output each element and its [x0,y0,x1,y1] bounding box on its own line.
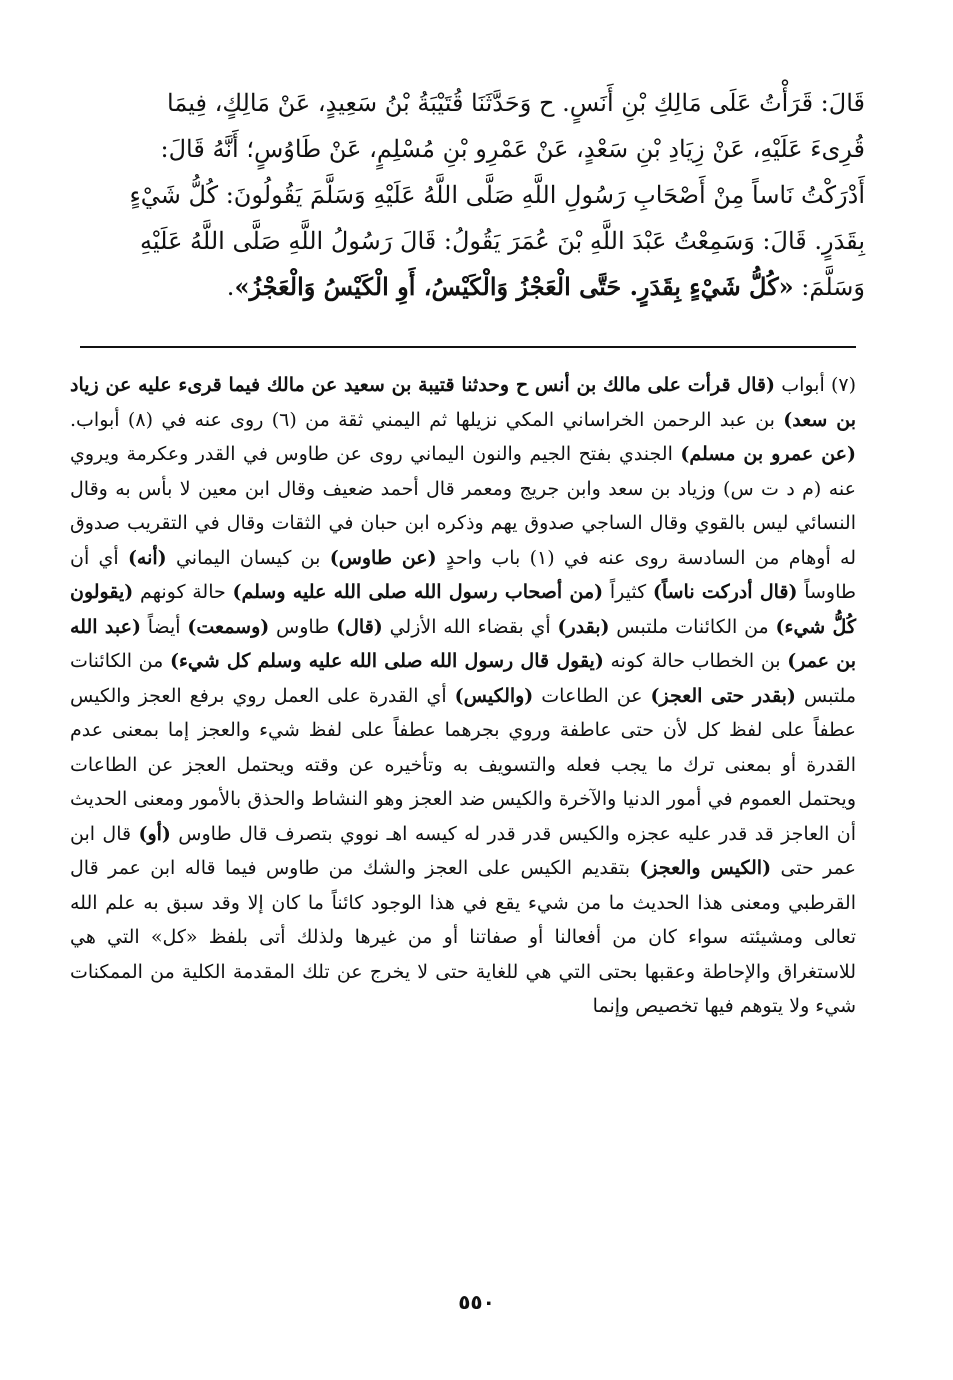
commentary-text: بن كيسان اليماني [166,546,330,569]
commentary-text: حالة كونهم [133,581,233,603]
commentary-quote: (يقولون كُلُّ شيء) [70,581,856,638]
footnote-divider [80,346,856,348]
hadith-line [70,264,865,310]
commentary-text: الجندي بفتح الجيم والنون اليماني روى عن طاوس في القدر وعكرمة ويروي عنه (م د ت س) وزياد بن سعد وابن جريج ومعمر قال أحمد ضعيف وقال ابن معين لا بأس به وقال النسائي ليس بالقوي وقال الساجي صدوق يهم وذكره ابن حبان في الثقات وقال في التقريب صدوق له أوهام من السادسة روى عنه في (١) باب واحدٍ [70,443,856,569]
commentary-quote: (عن طاوس) [329,546,437,569]
hadith-line: قُرِىءَ عَلَيْهِ، عَنْ زِيَادِ بْنِ سَعْدٍ، عَنْ عَمْرِو بْنِ مُسْلِمٍ، عَنْ طَاوُسٍ؛ أَنَّهُ قَالَ: [160,135,865,163]
commentary-quote: (وسمعت) [187,615,270,638]
commentary-quote: (بقدر) [557,615,610,638]
commentary-text: أي أن طاوساً [70,546,857,603]
commentary-quote: (أنه) [127,546,167,569]
page-number: ٥٥٠ [458,1290,495,1314]
commentary-quote: (قال) [336,615,383,638]
commentary-text: أي القدرة على العمل روي برفع العجز والكيس عطفاً على لفظ كل لأن حتى عاطفة وروي بجرهما عطفاً على لفظ شيء والعجز إما بمعنى عدم القدرة أو بمعنى ترك ما يجب فعله والتسويف به وتأخيره عن وقته ويحتمل العجز عن الطاعات ويحتمل العموم في أمور الدنيا والآخرة والكيس ضد العجز وهو النشاط والحذق بالأمور ومعنى الحديث أن العاجز قد قدر عليه عجزه والكيس قدر قدر له كيسه اهـ نووي بتصرف قال طاوس [70,684,857,845]
hadith-body [70,80,865,310]
commentary-quote: (عبد الله بن عمر) [70,615,856,672]
commentary-text: من الكائنات ملتبس [70,650,857,707]
commentary-text: عن الطاعات [533,684,651,707]
commentary-text: (٧) أبواب [774,374,856,396]
commentary-quote: (أو) [138,822,171,845]
commentary-text: كثيراً [603,581,653,603]
commentary-quote: (يقول قال رسول الله صلى الله عليه وسلم كل شيء) [169,650,604,672]
hadith-line: أَدْرَكْتُ نَاساً مِنْ أَصْحَابِ رَسُولِ اللَّهِ صَلَّى اللَّهُ عَلَيْهِ وَسَلَّمَ يَقُولُونَ: كُلُّ شَيْءٍ [129,181,865,209]
commentary-text: من الكائنات ملتبس [609,615,776,638]
commentary-block [70,368,856,1024]
commentary-text: أي بقضاء الله الأزلي [382,615,558,638]
commentary-quote: (من أصحاب رسول الله صلى الله عليه وسلم) [232,581,604,603]
hadith-text-segment: وَسَلَّمَ: [793,273,865,301]
hadith-line: بِقَدَرٍ. قَالَ: وَسَمِعْتُ عَبْدَ اللَّهِ بْنَ عُمَرَ يَقُولُ: قَالَ رَسُولُ اللَّهِ صَلَّى اللَّهُ عَلَيْهِ [140,227,865,255]
hadith-text-segment: . [226,273,235,301]
commentary-quote: (قال أدركت ناساً) [652,581,798,603]
commentary-paragraph [70,368,856,1024]
commentary-text: بن الخطاب حالة كونه [603,650,788,672]
hadith-line: قَالَ: قَرَأْتُ عَلَى مَالِكِ بْنِ أَنَسٍ. ح وَحَدَّثَنَا قُتَيْبَةُ بْنُ سَعِيدٍ، عَنْ مَالِكٍ، فِيمَا [167,89,865,117]
commentary-quote: (قال قرأت على مالك بن أنس ح وحدثنا قتيبة بن سعيد عن مالك فيما قرىء عليه عن زياد بن سعد) [70,374,856,431]
commentary-quote: (الكيس والعجز) [639,857,772,879]
commentary-text: بن عبد الرحمن الخراساني المكي نزيلها ثم اليمني ثقة من (٦) روى عنه في (٨) أبواب. [70,408,784,431]
main-hadith-text [70,80,865,310]
commentary-quote: (بقدر حتى العجز) [650,684,796,707]
prophetic-quote: «كُلُّ شَيْءٍ بِقَدَرٍ. حَتَّى الْعَجْزُ وَالْكَيْسُ، أَوِ الْكَيْسُ وَالْعَجْزُ» [234,272,794,301]
commentary-text: قال ابن عمر حتى [70,822,856,879]
commentary-quote: (والكيس) [454,684,534,707]
commentary-text: أيضاً [140,615,188,638]
commentary-text: بتقديم الكيس على العجز والشك من طاوس فيما قاله ابن عمر قال القرطبي ومعنى هذا الحديث ما من شيء يقع في هذا الوجود كائناً ما كان إلا وقد سبق به علم الله تعالى ومشيئته سواء كان من أفعالنا أو صفاتنا أو من غيرها ولذلك أتى بلفظ «كل» التي هي للاستغراق والإحاطة وعقبها بحتى التي هي للغاية حتى لا يخرج عن تلك المقدمة الكلية من الممكنات شيء ولا يتوهم فيها تخصيص وإنما [70,857,856,1017]
commentary-text: طاوس [269,615,337,638]
commentary-quote: (عن عمرو بن مسلم) [680,443,856,465]
